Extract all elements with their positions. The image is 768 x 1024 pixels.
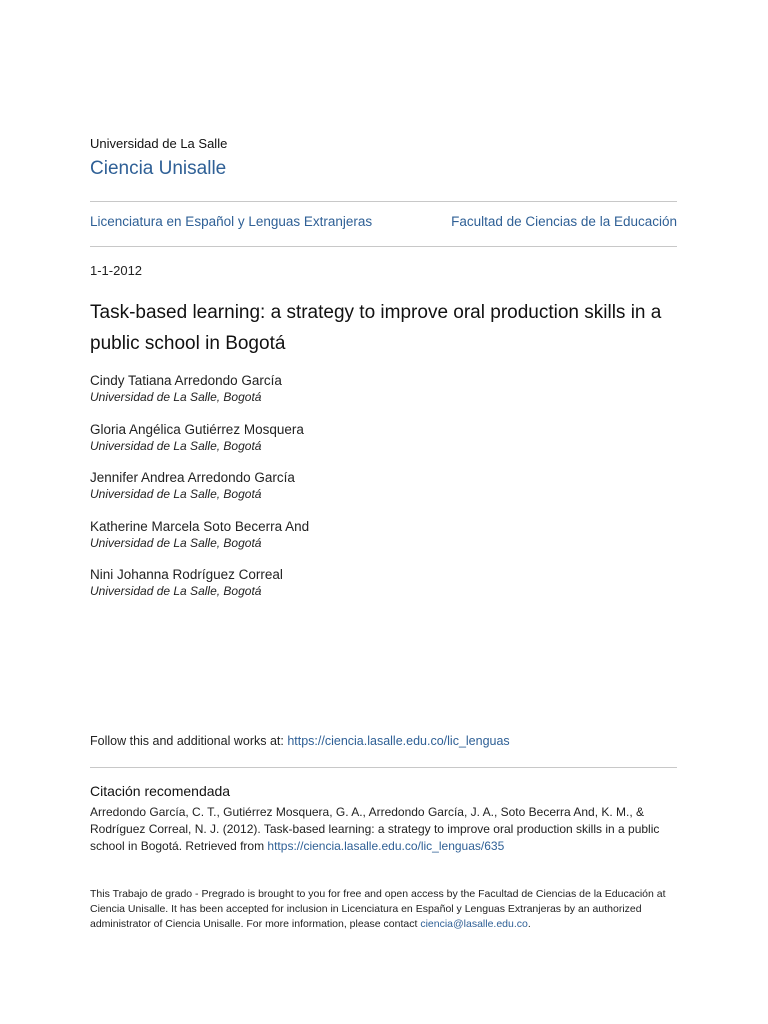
author-affiliation: Universidad de La Salle, Bogotá [90, 584, 262, 598]
citation-body-text: Arredondo García, C. T., Gutiérrez Mosquera, G. A., Arredondo García, J. A., Soto Becerra And, K. M., & Rodríguez Correal, N. J. (2012). Task-based learning: a strategy to improve oral production skills in a public school in Bogotá. Retrieved from [90, 805, 660, 853]
author-entry [90, 421, 677, 470]
divider-middle [90, 246, 677, 247]
citation-text [90, 804, 677, 855]
follow-prefix: Follow this and additional works at: [90, 734, 288, 748]
access-notice-suffix: . [527, 918, 531, 930]
citation-heading: Citación recomendada [90, 783, 231, 799]
collection-link-program[interactable]: Licenciatura en Español y Lenguas Extranjeras [90, 214, 373, 229]
citation-link[interactable]: https://ciencia.lasalle.edu.co/lic_lenguas/635 [267, 839, 505, 853]
follow-line [90, 734, 510, 748]
publication-date: 1-1-2012 [90, 263, 143, 278]
contact-email-link[interactable]: ciencia@lasalle.edu.co [420, 918, 528, 930]
author-affiliation: Universidad de La Salle, Bogotá [90, 438, 262, 453]
institution-name: Universidad de La Salle [90, 136, 228, 151]
author-entry [90, 566, 677, 615]
access-notice [90, 887, 677, 932]
repository-link[interactable]: Ciencia Unisalle [90, 158, 227, 179]
divider-top [90, 201, 677, 202]
divider-bottom [90, 767, 677, 768]
author-affiliation: Universidad de La Salle, Bogotá [90, 390, 262, 404]
author-name: Nini Johanna Rodríguez Correal [90, 567, 283, 582]
author-name: Cindy Tatiana Arredondo García [90, 373, 282, 388]
author-affiliation: Universidad de La Salle, Bogotá [90, 487, 262, 501]
author-name: Gloria Angélica Gutiérrez Mosquera [90, 421, 304, 437]
access-notice-text: This Trabajo de grado - Pregrado is brought to you for free and open access by the Facultad de Ciencias de la Educación at Ciencia Unisalle. It has been accepted for inclusion in Licenciatura en Español y Lenguas Extranjeras by an authorized administrator of Ciencia Unisalle. For more information, please contact [90, 888, 666, 930]
document-title: Task-based learning: a strategy to improve oral production skills in a public school in Bogotá [90, 302, 662, 354]
author-name: Jennifer Andrea Arredondo García [90, 470, 295, 485]
collection-link-faculty[interactable]: Facultad de Ciencias de la Educación [451, 214, 677, 229]
author-name: Katherine Marcela Soto Becerra And [90, 518, 310, 534]
follow-link[interactable]: https://ciencia.lasalle.edu.co/lic_lenguas [287, 734, 510, 748]
author-entry [90, 469, 677, 518]
author-entry [90, 372, 677, 421]
author-list [90, 372, 677, 615]
author-entry [90, 518, 677, 567]
author-affiliation: Universidad de La Salle, Bogotá [90, 535, 262, 550]
collections-row [90, 214, 677, 229]
